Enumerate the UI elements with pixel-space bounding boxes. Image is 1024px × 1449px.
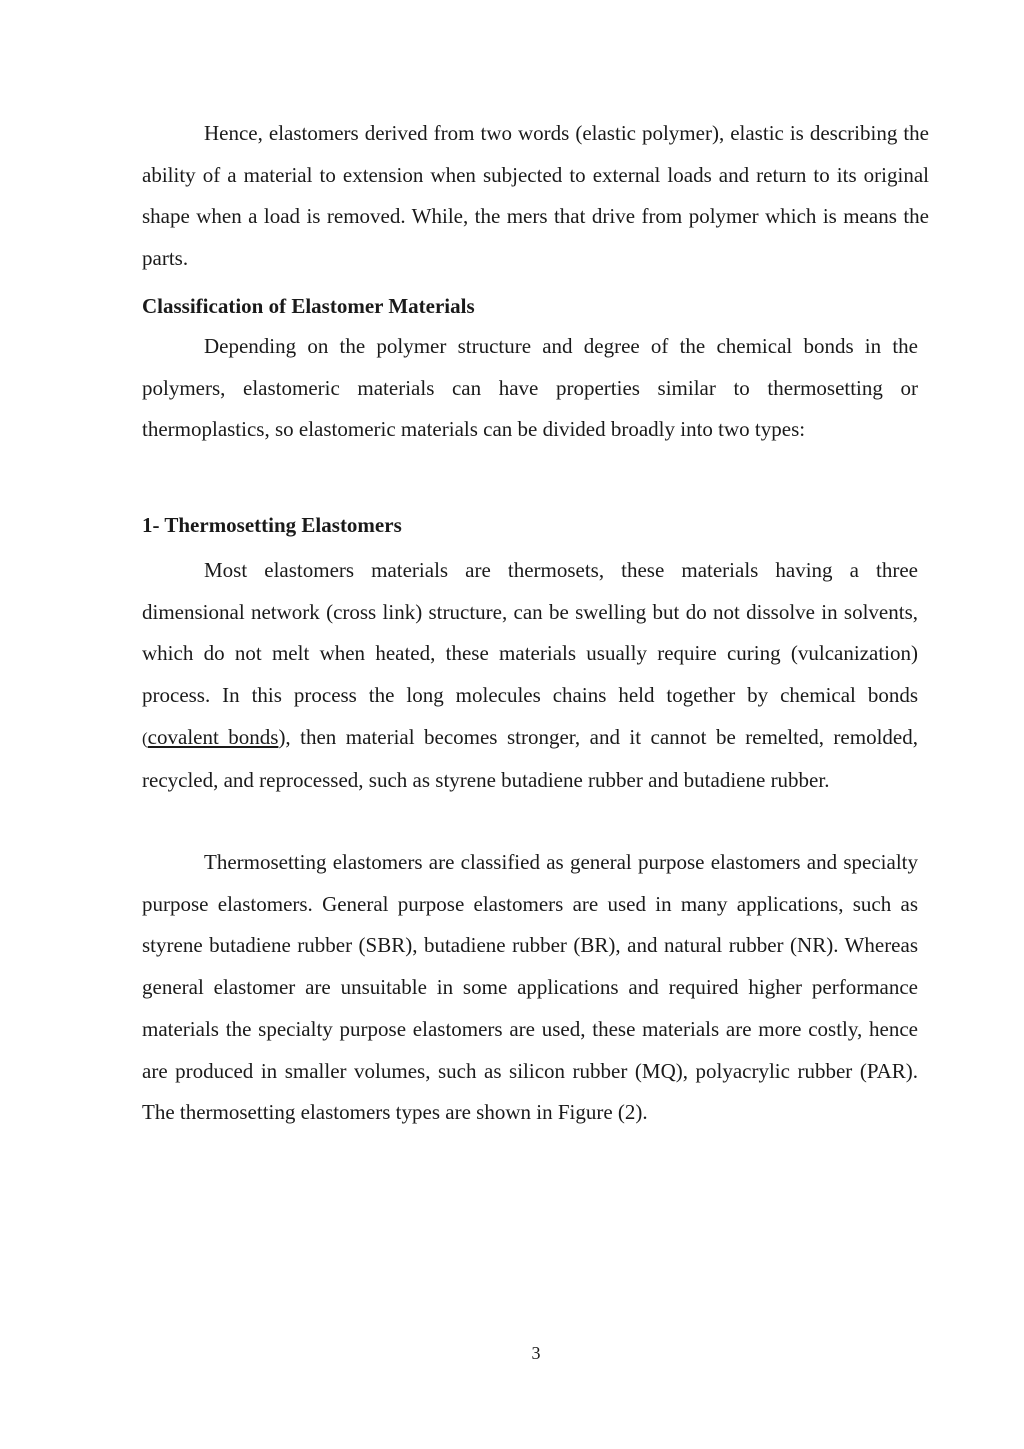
thermosets-text-after: ), then material becomes stronger, and it cannot be remelted, remolded, recycled, and reprocessed, such as styrene butadiene rubber and butadiene rubber. [142,724,918,792]
thermosets-paragraph [142,550,918,801]
covalent-bonds-link[interactable]: covalent bonds [147,724,279,749]
intro-paragraph: Hence, elastomers derived from two words (elastic polymer), elastic is describing the ability of a material to extension when subjected to external loads and return to its original shape when a load is removed. While, the mers that drive from polymer which is means the parts. [142,121,929,271]
page-number: 3 [531,1343,541,1363]
classification-heading: Classification of Elastomer Materials [142,294,475,318]
open-paren: ( [142,728,148,748]
types-paragraph: Thermosetting elastomers are classified as general purpose elastomers and specialty purpose elastomers. General purpose elastomers are used in many applications, such as styrene butadiene rubber (SBR), butadiene rubber (BR), and natural rubber (NR). Whereas general elastomer are unsuitable in some applications and required higher performance materials the specialty purpose elastomers are used, these materials are more costly, hence are produced in smaller volumes, such as silicon rubber (MQ), polyacrylic rubber (PAR). The thermosetting elastomers types are shown in Figure (2). [142,850,918,1125]
thermosetting-heading: 1- Thermosetting Elastomers [142,513,402,537]
classification-paragraph: Depending on the polymer structure and degree of the chemical bonds in the polymers, elastomeric materials can have properties similar to thermosetting or thermoplastics, so elastomeric materials can be divided broadly into two types: [142,334,918,442]
thermosets-text-before: Most elastomers materials are thermosets, these materials having a three dimensional network (cross link) structure, can be swelling but do not dissolve in solvents, which do not melt when heated, these materials usually require curing (vulcanization) process. In this process the long molecules chains held together by chemical bonds [142,558,918,708]
